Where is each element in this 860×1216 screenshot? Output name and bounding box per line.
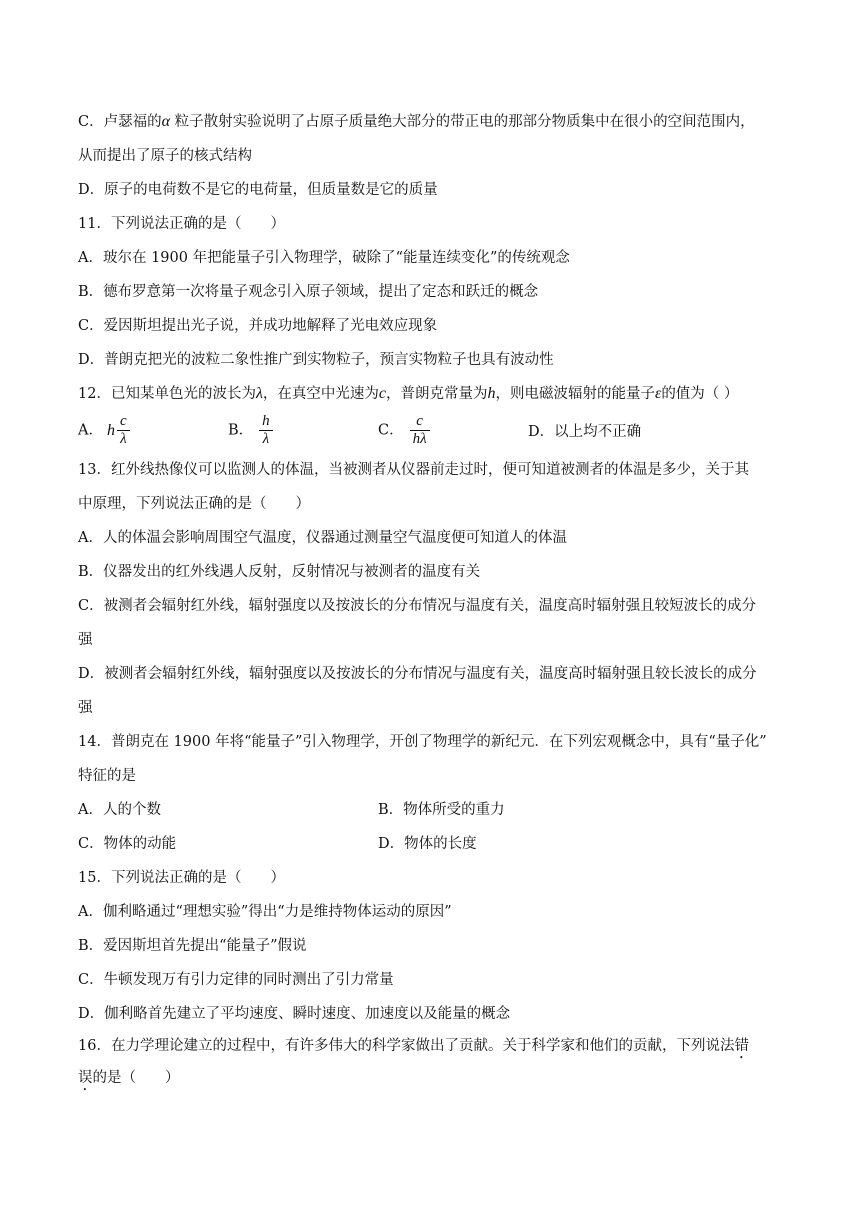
emphasized-word: 错 xyxy=(734,1038,749,1054)
q15-option-c: C．牛顿发现万有引力定律的同时测出了引力常量 xyxy=(78,972,394,988)
q13-option-c-line1: C．被测者会辐射红外线，辐射强度以及按波长的分布情况与温度有关，温度高时辐射强且较短波长的成分 xyxy=(78,598,757,614)
q14-option-b: B．物体所受的重力 xyxy=(378,802,505,818)
q15-option-a: A．伽利略通过“理想实验”得出“力是维持物体运动的原因” xyxy=(78,904,452,920)
q13-option-a: A．人的体温会影响周围空气温度，仪器通过测量空气温度便可知道人的体温 xyxy=(78,530,567,546)
q16-stem-text: 16．在力学理论建立的过程中，有许多伟大的科学家做出了贡献。关于科学家和他们的贡献，下列说法 xyxy=(78,1038,735,1054)
q15-option-b: B．爱因斯坦首先提出“能量子”假说 xyxy=(78,938,307,954)
q13-option-d-line2: 强 xyxy=(78,700,93,716)
q12-option-c xyxy=(378,413,430,448)
fraction-numerator: c xyxy=(410,413,430,431)
h-symbol: h xyxy=(487,385,496,402)
q14-option-c: C．物体的动能 xyxy=(78,836,177,852)
q12-stem-text: ，在真空中光速为 xyxy=(262,386,379,402)
q16-stem-line1 xyxy=(78,1036,749,1062)
q14-stem-line2: 特征的是 xyxy=(78,768,136,784)
fraction xyxy=(259,413,273,448)
fraction-denominator: λ xyxy=(120,431,127,447)
q16-stem-line2 xyxy=(78,1068,180,1094)
q15-stem: 15．下列说法正确的是（ ） xyxy=(78,870,285,886)
q11-stem: 11．下列说法正确的是（ ） xyxy=(78,216,285,232)
q12-stem xyxy=(78,384,738,404)
q14-option-d: D．物体的长度 xyxy=(378,836,477,852)
q12-stem-text: ，则电磁波辐射的能量子 xyxy=(495,386,655,402)
q12-stem-text: 的值为（ ） xyxy=(661,386,739,402)
q13-stem-line2: 中原理，下列说法正确的是（ ） xyxy=(78,496,310,512)
q11-option-d: D．普朗克把光的波粒二象性推广到实物粒子，预言实物粒子也具有波动性 xyxy=(78,352,554,368)
q10-option-c-line1 xyxy=(78,112,755,132)
lambda-symbol: λ xyxy=(255,385,263,402)
fraction-numerator: h xyxy=(259,413,273,431)
q10-option-c-text-cont: 粒子散射实验说明了占原子质量绝大部分的带正电的那部分物质集中在很小的空间范围内， xyxy=(170,114,755,130)
epsilon-symbol: ε xyxy=(655,385,662,402)
option-label: A． xyxy=(78,422,103,439)
q12-stem-text: 12．已知某单色光的波长为 xyxy=(78,386,256,402)
fraction xyxy=(410,413,430,448)
fraction-denominator: hλ xyxy=(412,431,427,447)
q12-option-a xyxy=(78,413,130,448)
q10-option-c-text: C．卢瑟福的 xyxy=(78,114,162,130)
option-label: B． xyxy=(228,422,254,439)
q11-option-a: A．玻尔在 1900 年把能量子引入物理学，破除了“能量连续变化”的传统观念 xyxy=(78,250,570,266)
q13-option-c-line2: 强 xyxy=(78,632,93,648)
fraction-denominator: λ xyxy=(262,431,270,447)
q10-option-d: D．原子的电荷数不是它的电荷量，但质量数是它的质量 xyxy=(78,182,438,198)
q12-option-d: D．以上均不正确 xyxy=(528,424,642,440)
q13-option-b: B．仪器发出的红外线遇人反射，反射情况与被测者的温度有关 xyxy=(78,564,481,580)
q12-option-b xyxy=(228,413,273,448)
alpha-symbol: α xyxy=(161,113,171,130)
fraction-numerator: c xyxy=(117,413,130,431)
emphasized-word: 误 xyxy=(78,1070,93,1086)
q14-stem-line1: 14．普朗克在 1900 年将“能量子”引入物理学，开创了物理学的新纪元．在下列宏观概念中，具有“量子化” xyxy=(78,734,767,750)
option-label: C． xyxy=(378,422,404,439)
q14-option-a: A．人的个数 xyxy=(78,802,161,818)
c-symbol: c xyxy=(378,385,386,402)
q11-option-c: C．爱因斯坦提出光子说，并成功地解释了光电效应现象 xyxy=(78,318,438,334)
q13-option-d-line1: D．被测者会辐射红外线，辐射强度以及按波长的分布情况与温度有关，温度高时辐射强且较长波长的成分 xyxy=(78,666,757,682)
q12-stem-text: ，普朗克常量为 xyxy=(386,386,488,402)
q10-option-c-line2: 从而提出了原子的核式结构 xyxy=(78,148,252,164)
fraction xyxy=(117,413,130,448)
q13-stem-line1: 13．红外线热像仪可以监测人的体温，当被测者从仪器前走过时，便可知道被测者的体温是多少，关于其 xyxy=(78,462,749,478)
q16-stem-text: 的是（ ） xyxy=(92,1070,180,1086)
h-symbol: h xyxy=(106,421,115,439)
q15-option-d: D．伽利略首先建立了平均速度、瞬时速度、加速度以及能量的概念 xyxy=(78,1006,511,1022)
q11-option-b: B．德布罗意第一次将量子观念引入原子领域，提出了定态和跃迁的概念 xyxy=(78,284,539,300)
